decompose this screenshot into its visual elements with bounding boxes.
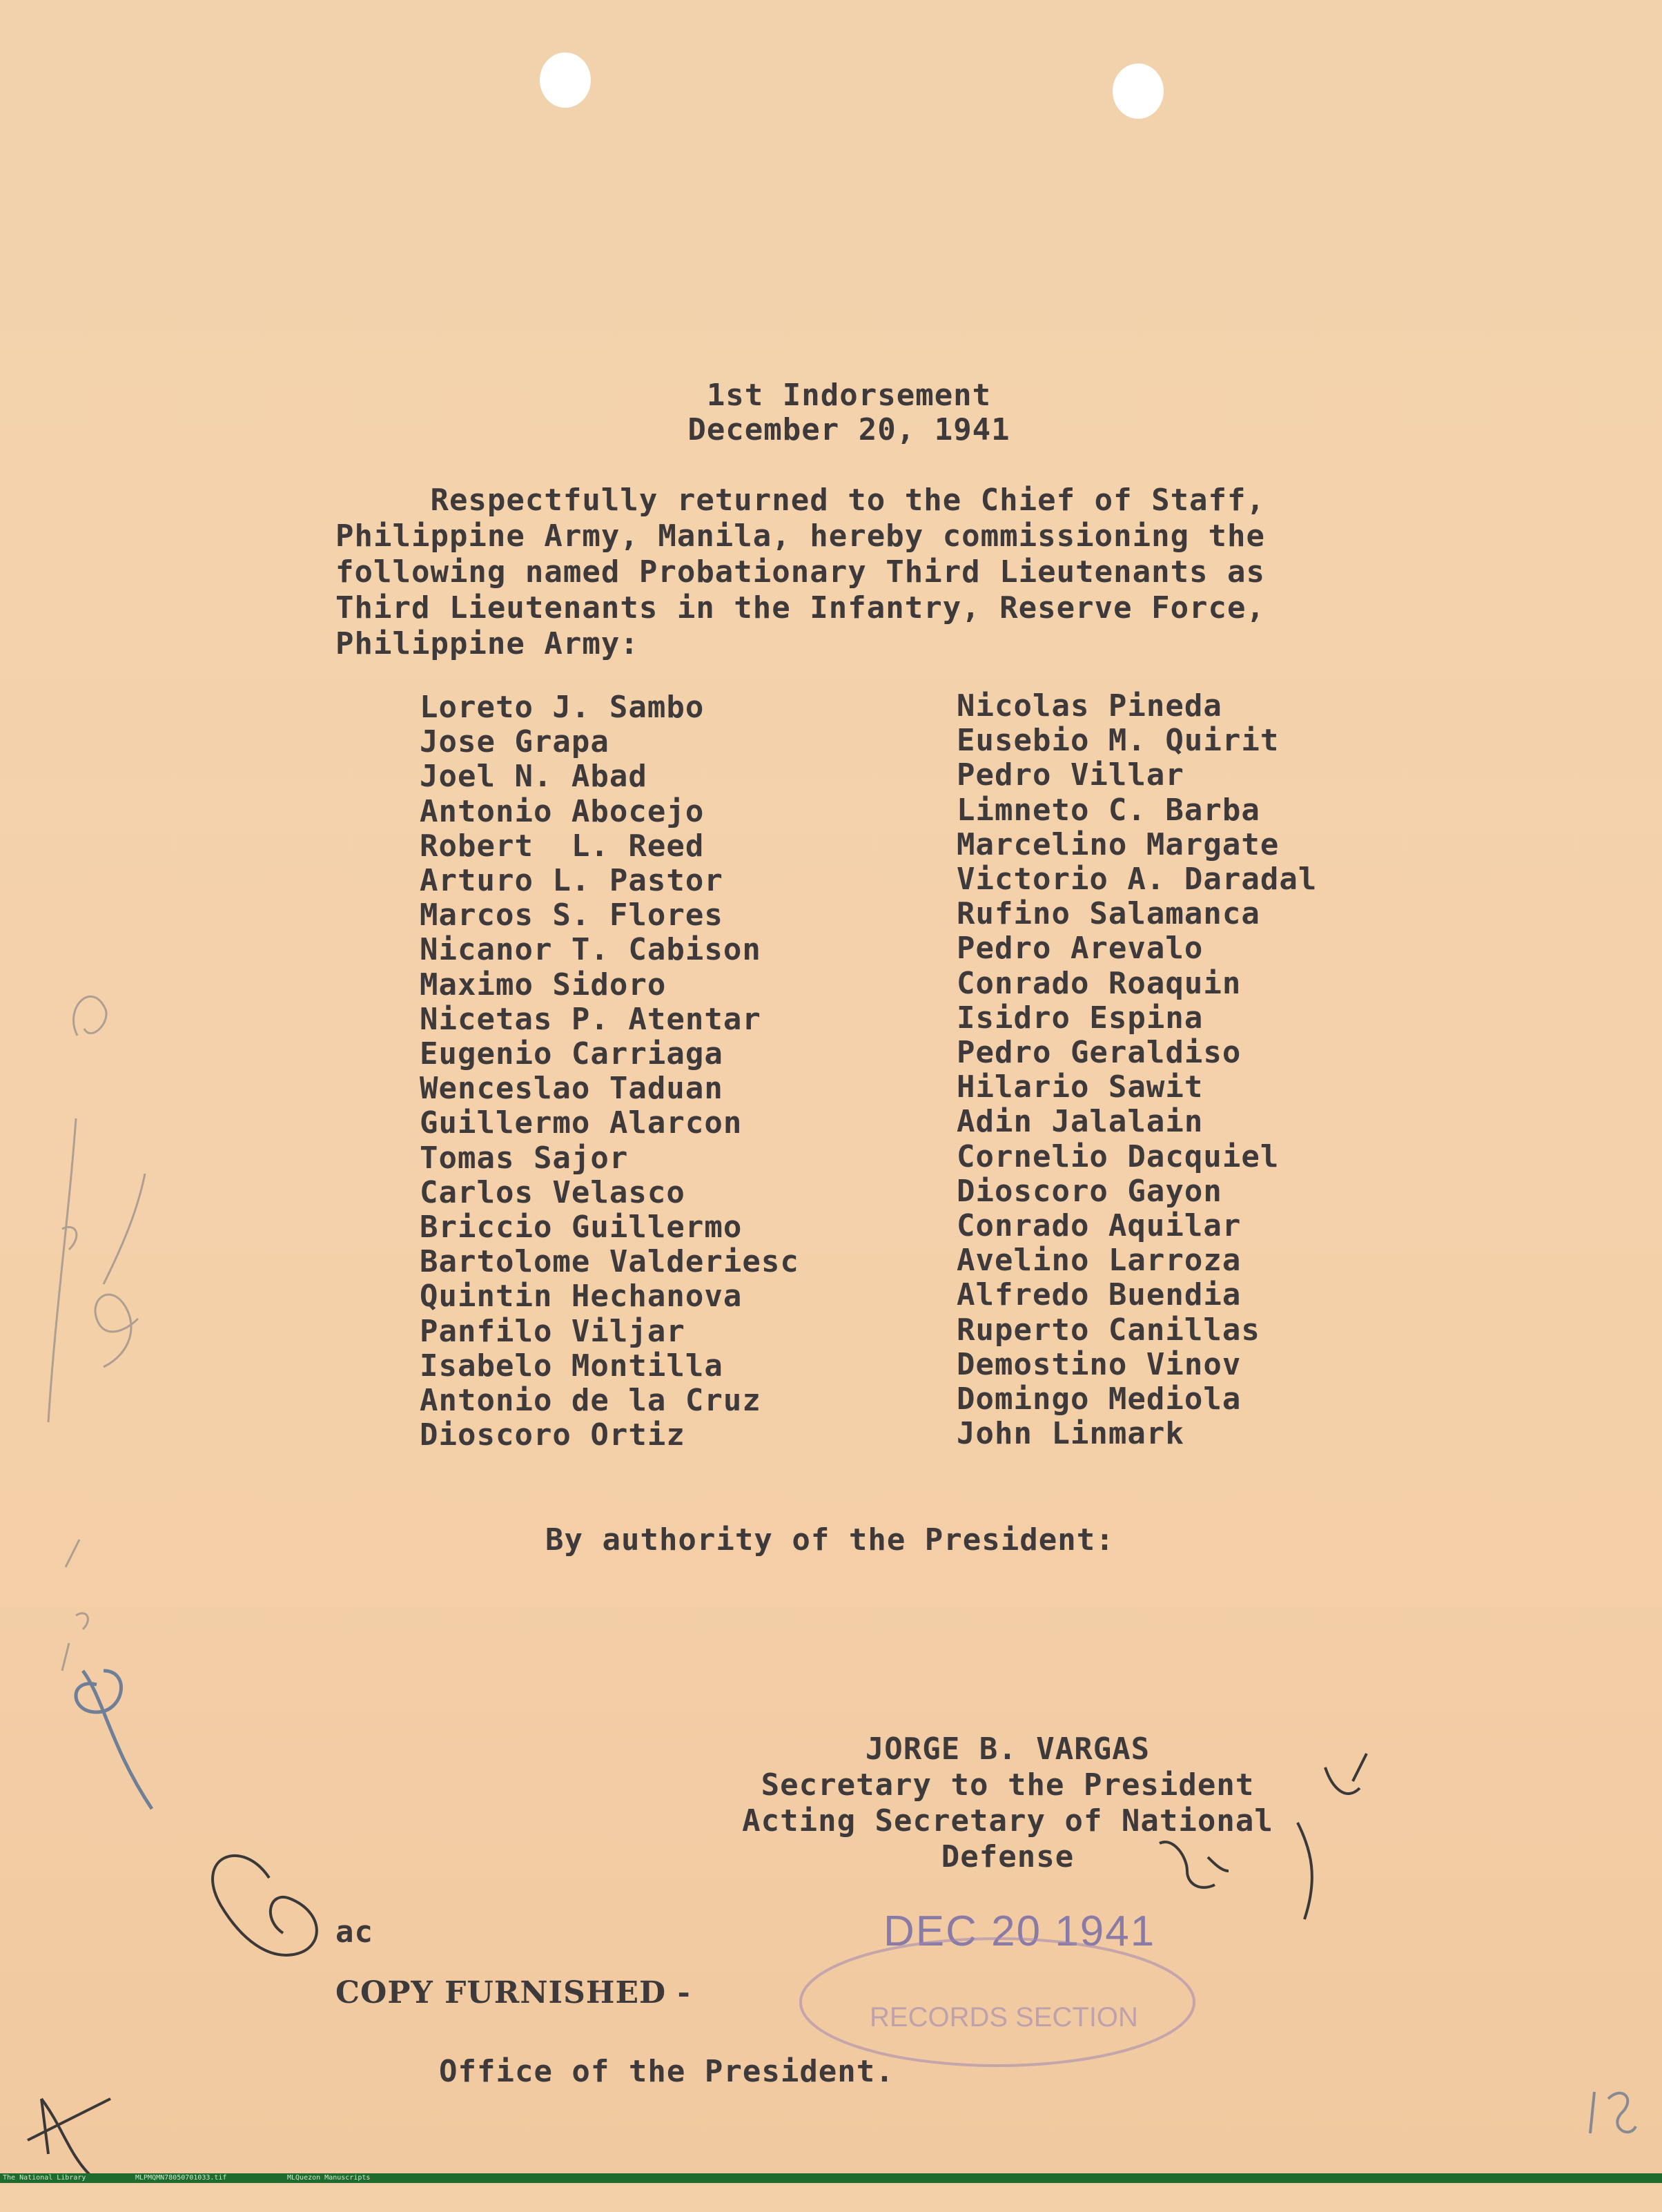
body-line-2: Philippine Army, Manila, hereby commissioning the <box>335 518 1266 554</box>
received-stamp-date: DEC 20 1941 <box>883 1908 1156 1955</box>
typist-initials: ac <box>335 1914 373 1950</box>
copy-furnished-recipient: Office of the President. <box>439 2054 894 2089</box>
name-left-item: Arturo L. Pastor <box>420 863 723 899</box>
name-right-item: Pedro Arevalo <box>957 931 1204 967</box>
body-line-4: Third Lieutenants in the Infantry, Reserve Force, <box>335 590 1266 625</box>
pen-initial-mark <box>28 1856 317 2173</box>
name-left-item: Jose Grapa <box>420 724 609 760</box>
name-left-item: Quintin Hechanova <box>420 1279 743 1314</box>
name-right-item: Eusebio M. Quirit <box>957 723 1280 759</box>
name-left-item: Guillermo Alarcon <box>420 1105 743 1141</box>
name-right-item: Hilario Sawit <box>957 1069 1204 1105</box>
name-right-item: Limneto C. Barba <box>957 792 1260 828</box>
name-right-item: Pedro Villar <box>957 757 1184 793</box>
stamp-records-text: RECORDS SECTION <box>870 2002 1138 2032</box>
name-left-item: Panfilo Viljar <box>420 1313 685 1349</box>
name-left-item: Joel N. Abad <box>420 759 647 795</box>
footer-source: The National Library <box>3 2174 86 2182</box>
name-right-item: Nicolas Pineda <box>957 688 1222 724</box>
name-left-item: Isabelo Montilla <box>420 1348 723 1384</box>
document-date: December 20, 1941 <box>687 412 1010 447</box>
name-right-item: Avelino Larroza <box>957 1243 1242 1279</box>
name-right-item: Domingo Mediola <box>957 1381 1242 1417</box>
name-right-item: Conrado Roaquin <box>957 965 1242 1001</box>
name-left-item: Nicetas P. Atentar <box>420 1001 761 1037</box>
name-left-item: Carlos Velasco <box>420 1174 685 1210</box>
name-right-item: Adin Jalalain <box>957 1104 1204 1140</box>
signatory-name: JORGE B. VARGAS <box>865 1731 1151 1767</box>
name-left-item: Briccio Guillermo <box>420 1210 743 1245</box>
pencil-margin-note <box>48 996 145 1671</box>
name-right-item: Ruperto Canillas <box>957 1312 1260 1348</box>
name-right-item: Conrado Aquilar <box>957 1208 1242 1244</box>
signatory-title-1: Secretary to the President <box>761 1767 1255 1803</box>
name-left-item: Tomas Sajor <box>420 1140 629 1176</box>
name-right-item: Cornelio Dacquiel <box>957 1138 1280 1174</box>
name-left-item: Robert L. Reed <box>420 828 705 864</box>
footer-file: MLPMQMN78050701033.tif <box>135 2174 227 2182</box>
page-number-mark <box>1590 2092 1636 2133</box>
name-right-item: Demostino Vinov <box>957 1346 1242 1382</box>
signature-initial-mark <box>1160 1754 1367 1919</box>
name-left-item: Nicanor T. Cabison <box>420 932 761 968</box>
name-left-item: Antonio Abocejo <box>420 793 705 829</box>
name-right-item: Rufino Salamanca <box>957 896 1260 932</box>
name-left-item: Loreto J. Sambo <box>420 690 705 725</box>
authority-line: By authority of the President: <box>545 1522 1115 1558</box>
name-left-item: Dioscoro Ortiz <box>420 1417 685 1453</box>
footer-collection: MLQuezon Manuscripts <box>287 2174 371 2182</box>
copy-furnished-label: COPY FURNISHED - <box>335 1975 691 2010</box>
name-right-item: John Linmark <box>957 1416 1184 1452</box>
name-left-item: Antonio de la Cruz <box>420 1383 761 1419</box>
records-section-stamp <box>801 1939 1194 2066</box>
signatory-title-2: Acting Secretary of National <box>742 1803 1273 1839</box>
name-right-item: Pedro Geraldiso <box>957 1035 1242 1071</box>
name-left-item: Maximo Sidoro <box>420 967 667 1002</box>
blue-ink-mark <box>76 1671 152 1809</box>
name-left-item: Wenceslao Taduan <box>420 1071 723 1107</box>
name-right-item: Isidro Espina <box>957 1000 1204 1036</box>
name-right-item: Dioscoro Gayon <box>957 1173 1222 1209</box>
archive-footer-bar <box>0 2173 1662 2183</box>
name-right-item: Victorio A. Daradal <box>957 862 1318 898</box>
name-left-item: Bartolome Valderiesc <box>420 1244 799 1280</box>
name-right-item: Marcelino Margate <box>957 826 1280 862</box>
name-right-item: Alfredo Buendia <box>957 1277 1242 1313</box>
body-line-5: Philippine Army: <box>335 626 639 661</box>
body-line-3: following named Probationary Third Lieutenants as <box>335 554 1266 590</box>
signatory-title-3: Defense <box>941 1839 1075 1874</box>
name-left-item: Eugenio Carriaga <box>420 1036 723 1072</box>
document-heading: 1st Indorsement <box>706 378 992 413</box>
body-line-1: Respectfully returned to the Chief of Staff, <box>335 483 1266 518</box>
name-left-item: Marcos S. Flores <box>420 898 723 933</box>
